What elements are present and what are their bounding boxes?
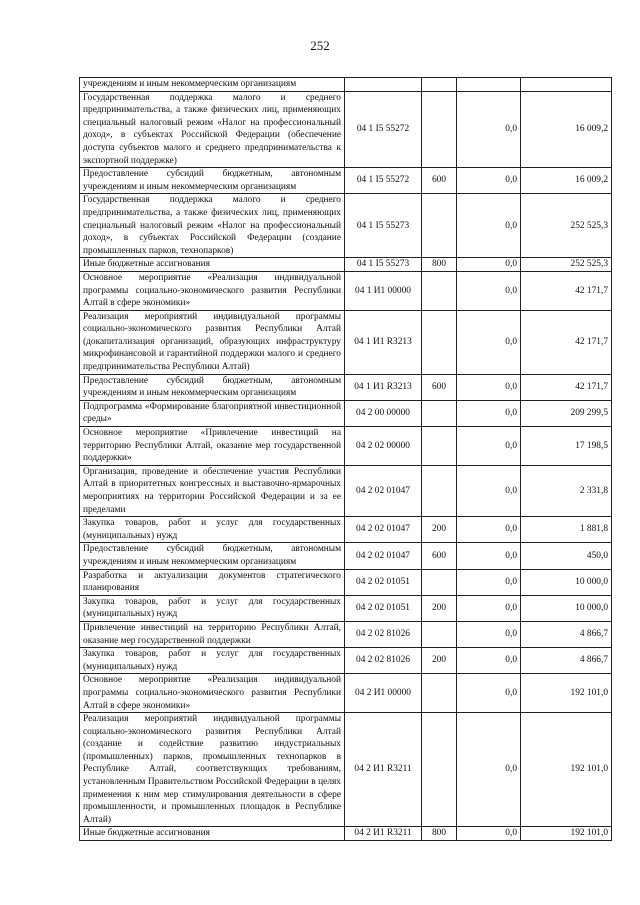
table-row	[80, 258, 612, 272]
page-number: 252	[310, 38, 330, 53]
amount-col1-cell: 0,0	[457, 310, 521, 374]
expense-name-cell: Закупка товаров, работ и услуг для государственных (муниципальных) нужд	[80, 595, 345, 621]
table-row	[80, 168, 612, 194]
amount-col2-cell: 2 331,8	[521, 465, 612, 516]
expense-type-cell: 600	[422, 168, 457, 194]
target-code-cell: 04 2 02 01047	[345, 543, 422, 569]
target-code-cell: 04 2 И1 R3211	[345, 827, 422, 841]
expense-name-cell: Основное мероприятие «Реализация индивидуальной программы социально-экономического развития Республики Алтай в сфере экономики»	[80, 674, 345, 713]
expense-name-cell: учреждениям и иным некоммерческим организациям	[80, 78, 345, 92]
target-code-cell: 04 1 I5 55273	[345, 194, 422, 258]
expense-name-cell: Организация, проведение и обеспечение участия Республики Алтай в приоритетных конгрессных и выставочно-ярмарочных мероприятиях на территории Российской Федерации и за ее пределами	[80, 465, 345, 516]
amount-col2-cell: 4 866,7	[521, 621, 612, 647]
expense-name-cell: Реализация мероприятий индивидуальной программы социально-экономического развития Республики Алтай (создание и содействие развитию индустриальных (промышленных) парков, промышленных технопарков в Республике Алтай, соответствующих требованиям, установленным Правительством Российской Федерации в целях применения к ним мер стимулирования деятельности в сфере промышленности, и промышленных площадок в Республике Алтай)	[80, 713, 345, 827]
amount-col2-cell: 42 171,7	[521, 374, 612, 400]
table-row	[80, 400, 612, 426]
table-row	[80, 827, 612, 841]
amount-col2-cell: 17 198,5	[521, 427, 612, 466]
expense-type-cell: 200	[422, 648, 457, 674]
amount-col1-cell: 0,0	[457, 713, 521, 827]
table-row	[80, 569, 612, 595]
target-code-cell: 04 2 02 00000	[345, 427, 422, 466]
table-row	[80, 674, 612, 713]
table-row	[80, 271, 612, 310]
table-row	[80, 713, 612, 827]
expense-name-cell: Реализация мероприятий индивидуальной программы социально-экономического развития Республики Алтай (докапитализация организаций, образующих инфраструктуру микрофинансовой и гарантийной поддержки малого и среднего предпринимательства Республики Алтай)	[80, 310, 345, 374]
amount-col1-cell: 0,0	[457, 517, 521, 543]
table-row	[80, 194, 612, 258]
amount-col2-cell: 42 171,7	[521, 271, 612, 310]
target-code-cell: 04 2 02 81026	[345, 648, 422, 674]
amount-col2-cell: 192 101,0	[521, 674, 612, 713]
expense-type-cell	[422, 621, 457, 647]
target-code-cell: 04 2 И1 R3211	[345, 713, 422, 827]
table-row	[80, 648, 612, 674]
expense-name-cell: Привлечение инвестиций на территорию Республики Алтай, оказание мер государственной поддержки	[80, 621, 345, 647]
expense-name-cell: Иные бюджетные ассигнования	[80, 827, 345, 841]
amount-col1-cell	[457, 78, 521, 92]
amount-col2-cell: 16 009,2	[521, 168, 612, 194]
amount-col2-cell: 16 009,2	[521, 91, 612, 168]
amount-col2-cell: 4 866,7	[521, 648, 612, 674]
budget-table	[79, 77, 612, 841]
target-code-cell: 04 1 И1 R3213	[345, 374, 422, 400]
amount-col1-cell: 0,0	[457, 168, 521, 194]
table-row	[80, 374, 612, 400]
expense-type-cell	[422, 194, 457, 258]
amount-col2-cell: 450,0	[521, 543, 612, 569]
target-code-cell: 04 1 I5 55272	[345, 91, 422, 168]
table-row	[80, 427, 612, 466]
target-code-cell: 04 1 И1 R3213	[345, 310, 422, 374]
target-code-cell: 04 2 02 01051	[345, 595, 422, 621]
target-code-cell: 04 2 02 81026	[345, 621, 422, 647]
amount-col2-cell: 192 101,0	[521, 713, 612, 827]
expense-type-cell	[422, 674, 457, 713]
expense-name-cell: Предоставление субсидий бюджетным, автономным учреждениям и иным некоммерческим организациям	[80, 543, 345, 569]
expense-name-cell: Государственная поддержка малого и среднего предпринимательства, а также физических лиц, применяющих специальный налоговый режим «Налог на профессиональный доход», в субъектах Российской Федерации (создание промышленных парков, технопарков)	[80, 194, 345, 258]
table-row	[80, 517, 612, 543]
table-row	[80, 465, 612, 516]
expense-name-cell: Иные бюджетные ассигнования	[80, 258, 345, 272]
amount-col2-cell: 252 525,3	[521, 258, 612, 272]
expense-type-cell	[422, 310, 457, 374]
amount-col2-cell: 192 101,0	[521, 827, 612, 841]
expense-type-cell: 600	[422, 543, 457, 569]
amount-col1-cell: 0,0	[457, 595, 521, 621]
amount-col1-cell: 0,0	[457, 91, 521, 168]
target-code-cell: 04 2 И1 00000	[345, 674, 422, 713]
expense-type-cell	[422, 400, 457, 426]
target-code-cell: 04 2 02 01047	[345, 517, 422, 543]
expense-name-cell: Предоставление субсидий бюджетным, автономным учреждениям и иным некоммерческим организациям	[80, 374, 345, 400]
amount-col1-cell: 0,0	[457, 427, 521, 466]
amount-col2-cell: 10 000,0	[521, 569, 612, 595]
amount-col1-cell: 0,0	[457, 194, 521, 258]
expense-name-cell: Подпрограмма «Формирование благоприятной инвестиционной среды»	[80, 400, 345, 426]
amount-col1-cell: 0,0	[457, 674, 521, 713]
expense-type-cell	[422, 91, 457, 168]
amount-col1-cell: 0,0	[457, 827, 521, 841]
expense-type-cell: 800	[422, 827, 457, 841]
amount-col1-cell: 0,0	[457, 258, 521, 272]
table-row	[80, 543, 612, 569]
expense-type-cell	[422, 713, 457, 827]
target-code-cell: 04 2 02 01051	[345, 569, 422, 595]
amount-col1-cell: 0,0	[457, 374, 521, 400]
expense-type-cell	[422, 271, 457, 310]
target-code-cell: 04 1 И1 00000	[345, 271, 422, 310]
target-code-cell: 04 2 00 00000	[345, 400, 422, 426]
amount-col1-cell: 0,0	[457, 400, 521, 426]
amount-col1-cell: 0,0	[457, 543, 521, 569]
expense-name-cell: Предоставление субсидий бюджетным, автономным учреждениям и иным некоммерческим организациям	[80, 168, 345, 194]
expense-type-cell: 200	[422, 517, 457, 543]
expense-type-cell: 200	[422, 595, 457, 621]
target-code-cell	[345, 78, 422, 92]
expense-name-cell: Основное мероприятие «Реализация индивидуальной программы социально-экономического развития Республики Алтай в сфере экономики»	[80, 271, 345, 310]
amount-col1-cell: 0,0	[457, 648, 521, 674]
amount-col1-cell: 0,0	[457, 465, 521, 516]
expense-type-cell	[422, 465, 457, 516]
table-row	[80, 91, 612, 168]
amount-col1-cell: 0,0	[457, 569, 521, 595]
expense-type-cell: 600	[422, 374, 457, 400]
target-code-cell: 04 2 02 01047	[345, 465, 422, 516]
expense-name-cell: Закупка товаров, работ и услуг для государственных (муниципальных) нужд	[80, 517, 345, 543]
amount-col2-cell: 1 881,8	[521, 517, 612, 543]
table-row	[80, 78, 612, 92]
expense-type-cell	[422, 427, 457, 466]
expense-name-cell: Государственная поддержка малого и среднего предпринимательства, а также физических лиц, применяющих специальный налоговый режим «Налог на профессиональный доход», в субъектах Российской Федерации (обеспечение доступа субъектов малого и среднего предпринимательства к экспортной поддержке)	[80, 91, 345, 168]
target-code-cell: 04 1 I5 55272	[345, 168, 422, 194]
amount-col1-cell: 0,0	[457, 271, 521, 310]
table-row	[80, 595, 612, 621]
target-code-cell: 04 1 I5 55273	[345, 258, 422, 272]
amount-col2-cell: 252 525,3	[521, 194, 612, 258]
expense-type-cell: 800	[422, 258, 457, 272]
expense-name-cell: Основное мероприятие «Привлечение инвестиций на территорию Республики Алтай, оказание мер государственной поддержки»	[80, 427, 345, 466]
expense-type-cell	[422, 569, 457, 595]
expense-name-cell: Закупка товаров, работ и услуг для государственных (муниципальных) нужд	[80, 648, 345, 674]
amount-col2-cell: 209 299,5	[521, 400, 612, 426]
amount-col1-cell: 0,0	[457, 621, 521, 647]
amount-col2-cell: 10 000,0	[521, 595, 612, 621]
expense-name-cell: Разработка и актуализация документов стратегического планирования	[80, 569, 345, 595]
amount-col2-cell	[521, 78, 612, 92]
table-row	[80, 310, 612, 374]
expense-type-cell	[422, 78, 457, 92]
table-row	[80, 621, 612, 647]
amount-col2-cell: 42 171,7	[521, 310, 612, 374]
